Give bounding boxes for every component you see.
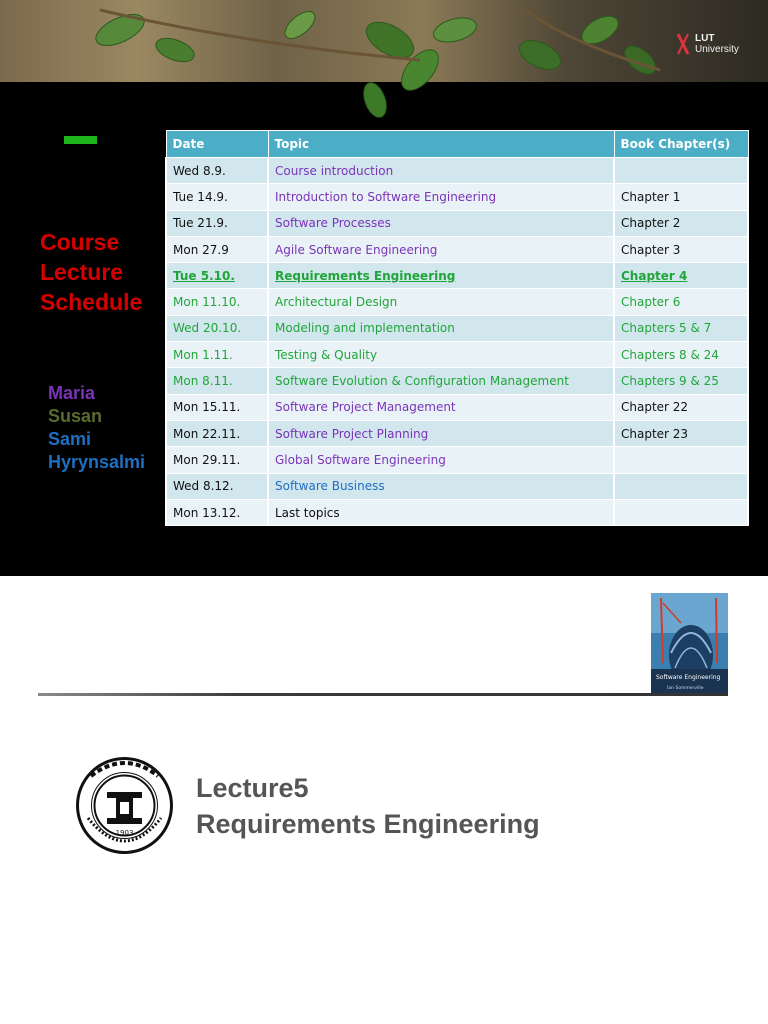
logo-line1: LUT: [695, 33, 715, 44]
chapter-cell: Chapter 4: [614, 263, 748, 289]
chapter-cell: Chapters 9 & 25: [614, 368, 748, 394]
book-title: Software Engineering: [656, 674, 721, 681]
table-row: [166, 368, 748, 394]
date-cell: Mon 22.11.: [166, 420, 268, 446]
date-cell: Wed 8.9.: [166, 158, 268, 184]
chapter-cell: [614, 473, 748, 499]
chapter-cell: Chapter 23: [614, 420, 748, 446]
lecturer-name: Maria: [48, 383, 96, 403]
date-cell: Mon 15.11.: [166, 394, 268, 420]
date-cell: Mon 27.9: [166, 236, 268, 262]
topic-cell: Software Project Planning: [268, 420, 614, 446]
header-chapters: Book Chapter(s): [614, 131, 748, 158]
topic-cell: Last topics: [268, 499, 614, 525]
title-line2: Lecture: [40, 259, 124, 285]
chapter-cell: Chapter 22: [614, 394, 748, 420]
schedule-table: [165, 130, 749, 526]
lecture-number: Lecture5: [196, 773, 309, 803]
topic-cell: Testing & Quality: [268, 342, 614, 368]
table-row: [166, 158, 748, 184]
leaf-banner-image: [0, 0, 768, 82]
topic-cell: Global Software Engineering: [268, 447, 614, 473]
accent-bar: [64, 136, 97, 144]
university-seal-logo: [75, 756, 174, 855]
chapter-cell: [614, 499, 748, 525]
title-line3: Schedule: [40, 289, 143, 315]
lut-logo-icon: [676, 32, 690, 56]
table-row: [166, 420, 748, 446]
table-row: [166, 289, 748, 315]
table-row: [166, 499, 748, 525]
table-row: [166, 447, 748, 473]
lecturer-name: Susan: [48, 406, 103, 426]
book-cover-image: [651, 593, 728, 696]
date-cell: Mon 8.11.: [166, 368, 268, 394]
date-cell: Mon 13.12.: [166, 499, 268, 525]
table-row: [166, 315, 748, 341]
lecturer-names: [48, 382, 145, 474]
title-line1: Course: [40, 229, 120, 255]
table-row: [166, 342, 748, 368]
table-header-row: [166, 131, 748, 158]
topic-cell: Introduction to Software Engineering: [268, 184, 614, 210]
lecturer-name: Sami: [48, 429, 92, 449]
chapter-cell: Chapters 8 & 24: [614, 342, 748, 368]
chapter-cell: Chapter 3: [614, 236, 748, 262]
topic-cell: Modeling and implementation: [268, 315, 614, 341]
seal-icon: [75, 756, 174, 855]
logo-line2: University: [695, 44, 739, 55]
table-row: [166, 236, 748, 262]
date-cell: Tue 21.9.: [166, 210, 268, 236]
table-row: [166, 210, 748, 236]
table-row: [166, 394, 748, 420]
table-row: [166, 263, 748, 289]
topic-cell: Software Processes: [268, 210, 614, 236]
date-cell: Mon 1.11.: [166, 342, 268, 368]
header-topic: Topic: [268, 131, 614, 158]
seal-year: 1903: [115, 829, 134, 837]
chapter-cell: [614, 447, 748, 473]
chapter-cell: Chapter 6: [614, 289, 748, 315]
topic-cell: Requirements Engineering: [268, 263, 614, 289]
topic-cell: Agile Software Engineering: [268, 236, 614, 262]
topic-cell: Software Evolution & Configuration Management: [268, 368, 614, 394]
chapter-cell: Chapter 1: [614, 184, 748, 210]
date-cell: Mon 11.10.: [166, 289, 268, 315]
lecture-title: [196, 770, 540, 842]
chapter-cell: Chapters 5 & 7: [614, 315, 748, 341]
divider-line: [38, 693, 728, 696]
chapter-cell: Chapter 2: [614, 210, 748, 236]
lecturer-name: Hyrynsalmi: [48, 452, 146, 472]
book-cover-illustration: [651, 593, 728, 696]
course-schedule-title: [40, 227, 142, 317]
header-date: Date: [166, 131, 268, 158]
date-cell: Wed 20.10.: [166, 315, 268, 341]
date-cell: Tue 14.9.: [166, 184, 268, 210]
lut-university-logo: [676, 30, 746, 60]
leaves-illustration: [0, 0, 768, 120]
chapter-cell: [614, 158, 748, 184]
date-cell: Tue 5.10.: [166, 263, 268, 289]
table-row: [166, 473, 748, 499]
topic-cell: Software Project Management: [268, 394, 614, 420]
topic-cell: Software Business: [268, 473, 614, 499]
date-cell: Mon 29.11.: [166, 447, 268, 473]
lecture-topic: Requirements Engineering: [196, 809, 540, 839]
table-row: [166, 184, 748, 210]
topic-cell: Architectural Design: [268, 289, 614, 315]
book-author: Ian Sommerville: [667, 686, 704, 691]
date-cell: Wed 8.12.: [166, 473, 268, 499]
topic-cell: Course introduction: [268, 158, 614, 184]
